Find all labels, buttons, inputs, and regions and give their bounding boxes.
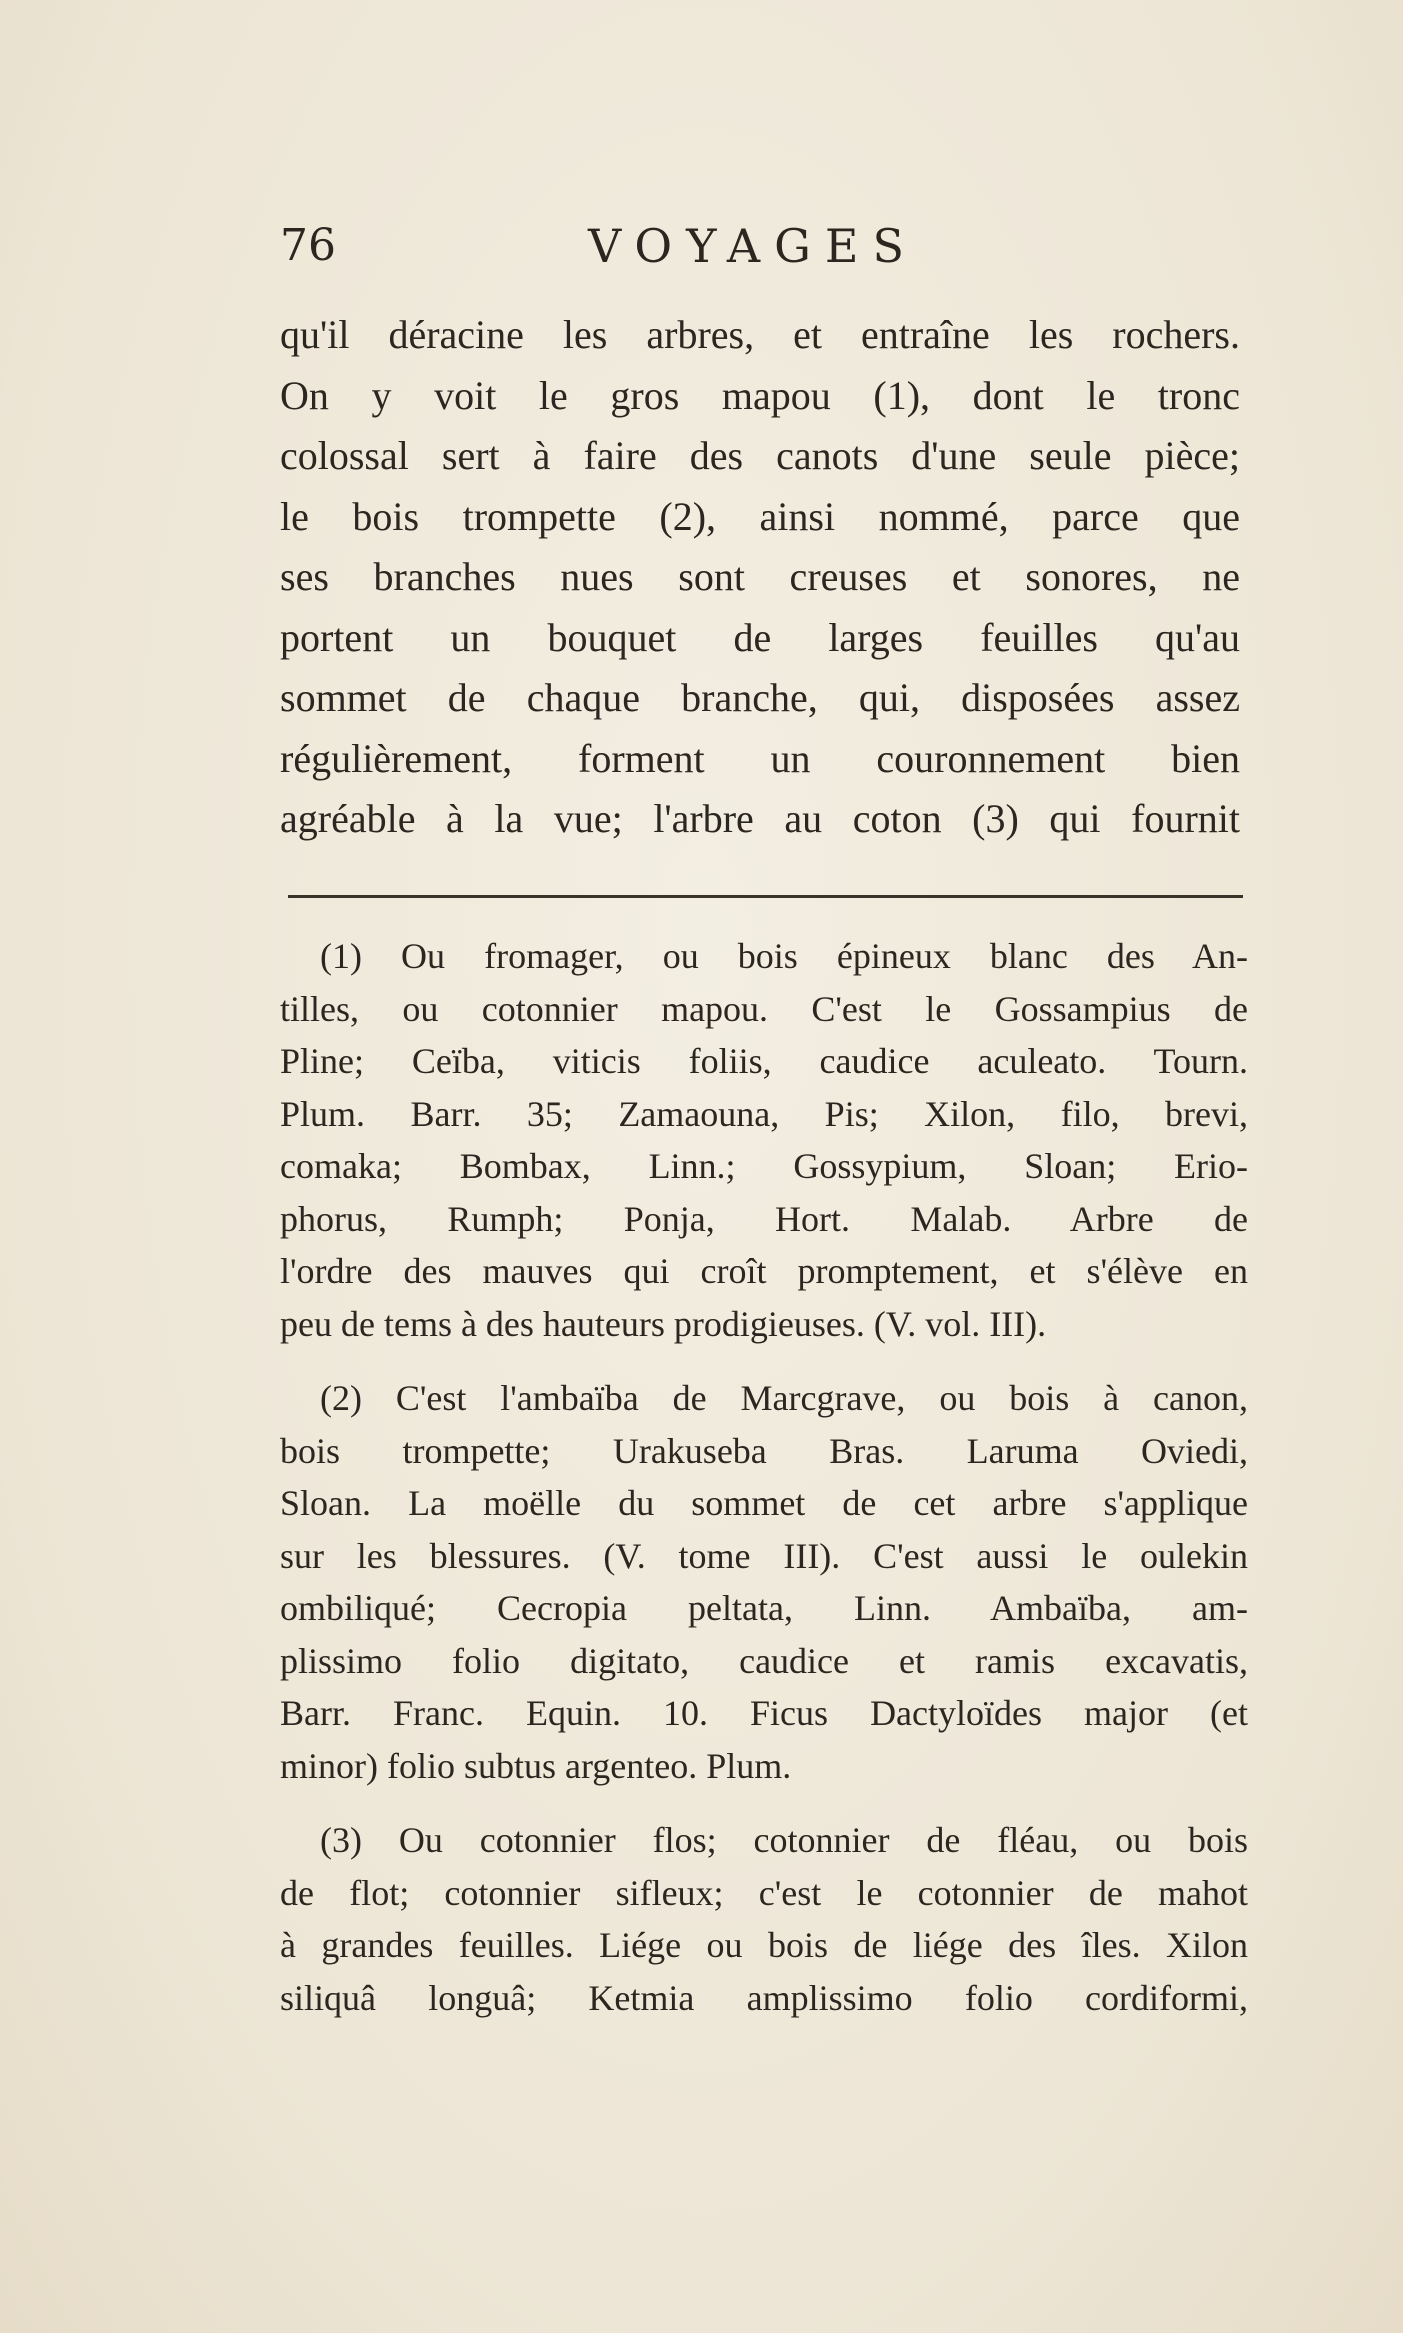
text-line: agréable à la vue; l'arbre au coton (3) qui fournit bbox=[280, 796, 1240, 841]
footnote-line: comaka; Bombax, Linn.; Gossypium, Sloan; Erio- bbox=[280, 1146, 1248, 1186]
footnote-line: phorus, Rumph; Ponja, Hort. Malab. Arbre de bbox=[280, 1198, 1248, 1239]
text-line: le bois trompette (2), ainsi nommé, parce que bbox=[280, 493, 1240, 539]
footnote-1 bbox=[280, 930, 1248, 1350]
footnote-line: (1) Ou fromager, ou bois épineux blanc des An- bbox=[320, 936, 1248, 976]
text-line: On y voit le gros mapou (1), dont le tronc bbox=[280, 372, 1240, 418]
footnote-line: Sloan. La moëlle du sommet de cet arbre s'applique bbox=[280, 1483, 1248, 1523]
footnote-line: (2) C'est l'ambaïba de Marcgrave, ou bois à canon, bbox=[320, 1378, 1248, 1418]
text-line: portent un bouquet de larges feuilles qu'au bbox=[280, 614, 1240, 660]
page-header bbox=[280, 216, 1250, 286]
footnote-line: siliquâ longuâ; Ketmia amplissimo folio cordiformi, bbox=[280, 1977, 1248, 2018]
footnote-line: sur les blessures. (V. tome III). C'est aussi le oulekin bbox=[280, 1535, 1248, 1576]
footnote-3 bbox=[280, 1814, 1248, 2024]
main-text bbox=[280, 305, 1240, 850]
footnote-line: Pline; Ceïba, viticis foliis, caudice aculeato. Tourn. bbox=[280, 1041, 1248, 1081]
footnote-line: de flot; cotonnier sifleux; c'est le cotonnier de mahot bbox=[280, 1872, 1248, 1913]
footnotes bbox=[280, 930, 1248, 2024]
footnote-line: bois trompette; Urakuseba Bras. Laruma Oviedi, bbox=[280, 1430, 1248, 1471]
page-number: 76 bbox=[280, 220, 336, 271]
text-line: colossal sert à faire des canots d'une seule pièce; bbox=[280, 433, 1240, 478]
footnote-line: peu de tems à des hauteurs prodigieuses. (V. vol. III). bbox=[280, 1303, 1047, 1344]
running-title: VOYAGES bbox=[588, 219, 918, 273]
text-line: qu'il déracine les arbres, et entraîne les rochers. bbox=[280, 312, 1240, 357]
footnote-2 bbox=[280, 1372, 1248, 1792]
text-line: ses branches nues sont creuses et sonores, ne bbox=[280, 554, 1240, 599]
footnote-line: ombiliqué; Cecropia peltata, Linn. Ambaïba, am- bbox=[280, 1588, 1248, 1628]
footnote-line: (3) Ou cotonnier flos; cotonnier de fléau, ou bois bbox=[320, 1820, 1248, 1860]
footnote-line: Plum. Barr. 35; Zamaouna, Pis; Xilon, filo, brevi, bbox=[280, 1093, 1248, 1134]
footnote-line: Barr. Franc. Equin. 10. Ficus Dactyloïdes major (et bbox=[280, 1693, 1248, 1733]
text-line: sommet de chaque branche, qui, disposées assez bbox=[280, 675, 1240, 720]
footnote-line: tilles, ou cotonnier mapou. C'est le Gossampius de bbox=[280, 988, 1248, 1029]
footnote-separator bbox=[288, 895, 1243, 898]
footnote-line: l'ordre des mauves qui croît promptement, et s'élève en bbox=[280, 1251, 1248, 1291]
footnote-line: minor) folio subtus argenteo. Plum. bbox=[280, 1745, 792, 1786]
text-line: régulièrement, forment un couronnement bien bbox=[280, 735, 1240, 781]
footnote-line: à grandes feuilles. Liége ou bois de liége des îles. Xilon bbox=[280, 1925, 1248, 1965]
footnote-line: plissimo folio digitato, caudice et ramis excavatis, bbox=[280, 1640, 1248, 1681]
